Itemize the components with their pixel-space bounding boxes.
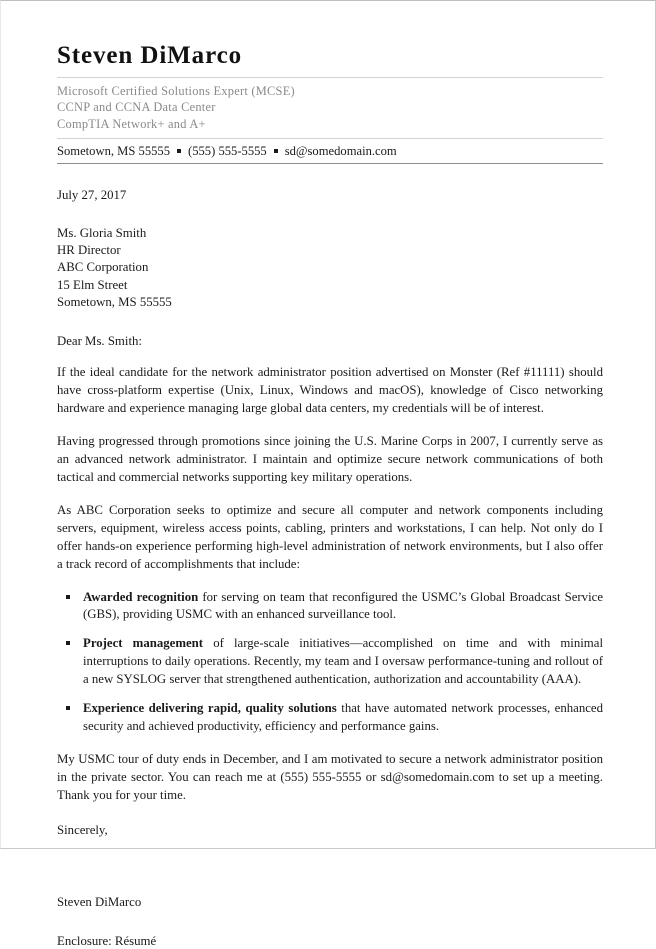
bullet-lead: Awarded recognition [83, 589, 199, 604]
credential-line: Microsoft Certified Solutions Expert (MCSE) [57, 84, 295, 98]
contact-location: Sometown, MS 55555 [57, 144, 171, 159]
recipient-line: HR Director [57, 243, 121, 258]
applicant-name: Steven DiMarco [57, 42, 243, 69]
closing-salutation: Sincerely, [57, 822, 108, 837]
bullet-lead: Experience delivering rapid, quality solutions [83, 701, 337, 716]
credential-line: CompTIA Network+ and A+ [57, 116, 206, 131]
letter-date: July 27, 2017 [57, 188, 127, 203]
square-bullet-icon [66, 641, 70, 645]
salutation: Dear Ms. Smith: [57, 333, 142, 348]
recipient-address-block [57, 225, 603, 311]
body-paragraph-4: My USMC tour of duty ends in December, and I am motivated to secure a network administrator position in the private sector. You can reach me at (555) 555-5555 or sd@somedomain.com to set up a meeting. Thank you for your time. [57, 751, 603, 802]
recipient-line: Ms. Gloria Smith [57, 226, 147, 241]
recipient-line: ABC Corporation [57, 260, 149, 275]
recipient-line: Sometown, MS 55555 [57, 294, 172, 309]
credential-line: CCNP and CCNA Data Center [57, 100, 216, 115]
bullet-text: for serving on team that reconfigured the USMC’s Global Broadcast Service (GBS), providing USMC with an enhanced surveillance tool. [83, 589, 603, 622]
signature-name: Steven DiMarco [57, 895, 142, 910]
enclosure-note: Enclosure: Résumé [57, 933, 157, 948]
bullet-separator-icon [274, 149, 278, 153]
body-paragraph-2: Having progressed through promotions since joining the U.S. Marine Corps in 2007, I currently serve as an advanced network administrator. I maintain and optimize secure network communications of both tactical and commercial networks supporting key military operations. [57, 434, 603, 484]
credentials-list [57, 83, 603, 132]
letterhead [57, 41, 603, 164]
letterhead-divider-bottom [57, 163, 603, 164]
letterhead-divider-top [57, 77, 603, 78]
list-item [57, 700, 603, 736]
body-paragraph-3: As ABC Corporation seeks to optimize and secure all computer and network components including servers, equipment, wireless access points, cabling, printers and workstations, I can help. Not only do I offer hands-on experience performing high-level administration of network environments, but I also offer a track record of accomplishments that include: [57, 502, 603, 571]
bullet-lead: Project management [83, 636, 204, 651]
body-paragraph-1: If the ideal candidate for the network administrator position advertised on Monster (Ref #11111) should have cross-platform expertise (Unix, Linux, Windows and macOS), knowledge of Cisco networking hardware and experience managing large global data centers, my credentials will be of interest. [57, 365, 603, 416]
contact-phone: (555) 555-5555 [188, 144, 267, 159]
contact-email: sd@somedomain.com [284, 144, 397, 159]
list-item [57, 589, 603, 625]
square-bullet-icon [66, 706, 70, 710]
letter-sheet [57, 41, 603, 949]
square-bullet-icon [66, 595, 70, 599]
bullet-text: that have automated network processes, enhanced security and achieved productivity, efficiency and performance gains. [83, 701, 603, 733]
bullet-separator-icon [177, 149, 181, 153]
list-item [57, 635, 603, 689]
recipient-line: 15 Elm Street [57, 277, 128, 292]
bullet-text: of large-scale initiatives—accomplished on time and with minimal interruptions to daily operations. Recently, my team and I oversaw performance-tuning and rollout of a new SYSLOG server that strengthened authentication, authorization and accountability (AAA). [83, 636, 603, 687]
contact-line [57, 139, 603, 163]
accomplishments-list [57, 589, 603, 736]
